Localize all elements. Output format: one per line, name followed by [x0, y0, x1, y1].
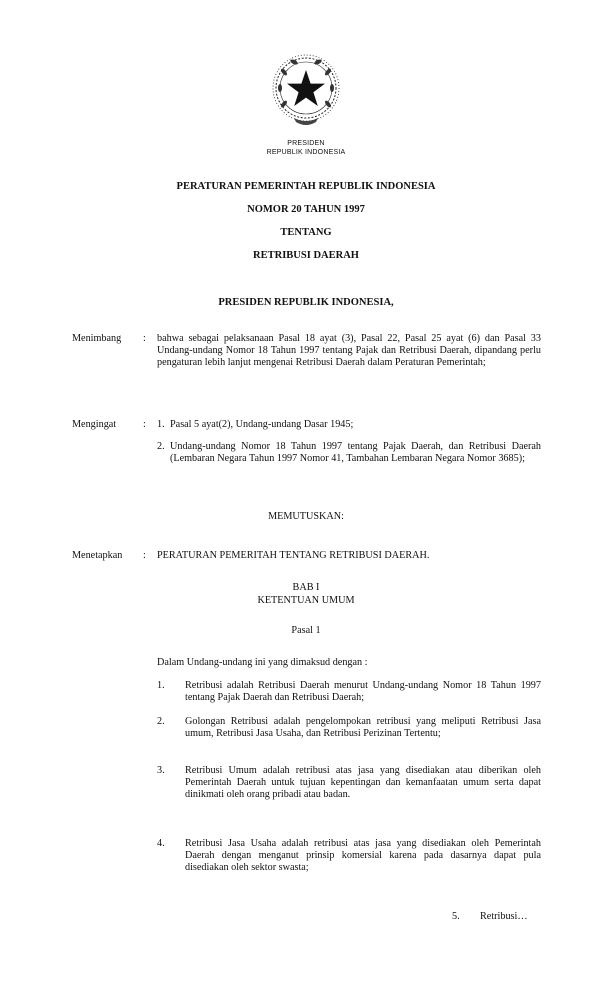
regulation-subject: RETRIBUSI DAERAH: [253, 250, 359, 261]
definition-text: Golongan Retribusi adalah pengelompokan retribusi yang meliputi Retribusi Jasa umum, Retribusi Jasa Usaha, dan Retribusi Perizinan Tertentu;: [185, 716, 541, 740]
menetapkan-colon: :: [143, 550, 146, 561]
mengingat-item-number: 2.: [157, 441, 165, 452]
definition-number: 2.: [157, 716, 165, 727]
mengingat-colon: :: [143, 419, 146, 430]
definitions-intro: Dalam Undang-undang ini yang dimaksud dengan :: [157, 657, 368, 668]
memutuskan-heading: MEMUTUSKAN:: [268, 511, 344, 522]
regulation-number: NOMOR 20 TAHUN 1997: [247, 204, 365, 215]
definition-text: Retribusi adalah Retribusi Daerah menurut Undang-undang Nomor 18 Tahun 1997 tentang Pajak Daerah dan Retribusi Daerah;: [185, 680, 541, 704]
presidential-seal-icon: [268, 52, 344, 132]
seal-caption-line2: REPUBLIK INDONESIA: [266, 149, 346, 156]
continuation-number: 5.: [452, 911, 460, 922]
menimbang-label: Menimbang: [72, 333, 122, 344]
president-heading: PRESIDEN REPUBLIK INDONESIA,: [218, 297, 394, 308]
menetapkan-text: PERATURAN PEMERITAH TENTANG RETRIBUSI DAERAH.: [157, 550, 430, 561]
continuation-text: Retribusi…: [480, 911, 528, 922]
mengingat-item-text: Undang-undang Nomor 18 Tahun 1997 tentang Pajak Daerah, dan Retribusi Daerah (Lembaran Negara Tahun 1997 Nomor 41, Tambahan Lembaran Negara Nomor 3685);: [170, 441, 541, 465]
mengingat-item-number: 1.: [157, 419, 165, 430]
menimbang-colon: :: [143, 333, 146, 344]
definition-number: 3.: [157, 765, 165, 776]
seal-caption-line1: PRESIDEN: [287, 140, 325, 147]
definition-number: 4.: [157, 838, 165, 849]
definition-number: 1.: [157, 680, 165, 691]
regulation-about: TENTANG: [280, 227, 332, 238]
mengingat-label: Mengingat: [72, 419, 117, 430]
mengingat-item-text: Pasal 5 ayat(2), Undang-undang Dasar 1945;: [170, 419, 354, 430]
menetapkan-label: Menetapkan: [72, 550, 123, 561]
chapter-number: BAB I: [292, 582, 320, 593]
chapter-title: KETENTUAN UMUM: [257, 595, 355, 606]
regulation-title: PERATURAN PEMERINTAH REPUBLIK INDONESIA: [176, 181, 436, 192]
menimbang-text: bahwa sebagai pelaksanaan Pasal 18 ayat (3), Pasal 22, Pasal 25 ayat (6) dan Pasal 33 Undang-undang Nomor 18 Tahun 1997 tentang Pajak dan Retribusi Daerah, dipandang perlu pengaturan lebih lanjut mengenai Retribusi Daerah dalam Peraturan Pemerintah;: [157, 333, 541, 369]
definition-text: Retribusi Umum adalah retribusi atas jasa yang disediakan atau diberikan oleh Pemerintah Daerah untuk tujuan kepentingan dan kemanfaatan umum serta dapat dinikmati oleh orang pribadi atau badan.: [185, 765, 541, 801]
article-heading: Pasal 1: [291, 625, 321, 636]
definition-text: Retribusi Jasa Usaha adalah retribusi atas jasa yang disediakan oleh Pemerintah Daerah dengan menganut prinsip komersial karena pada dasarnya dapat pula disediakan oleh sektor swasta;: [185, 838, 541, 874]
